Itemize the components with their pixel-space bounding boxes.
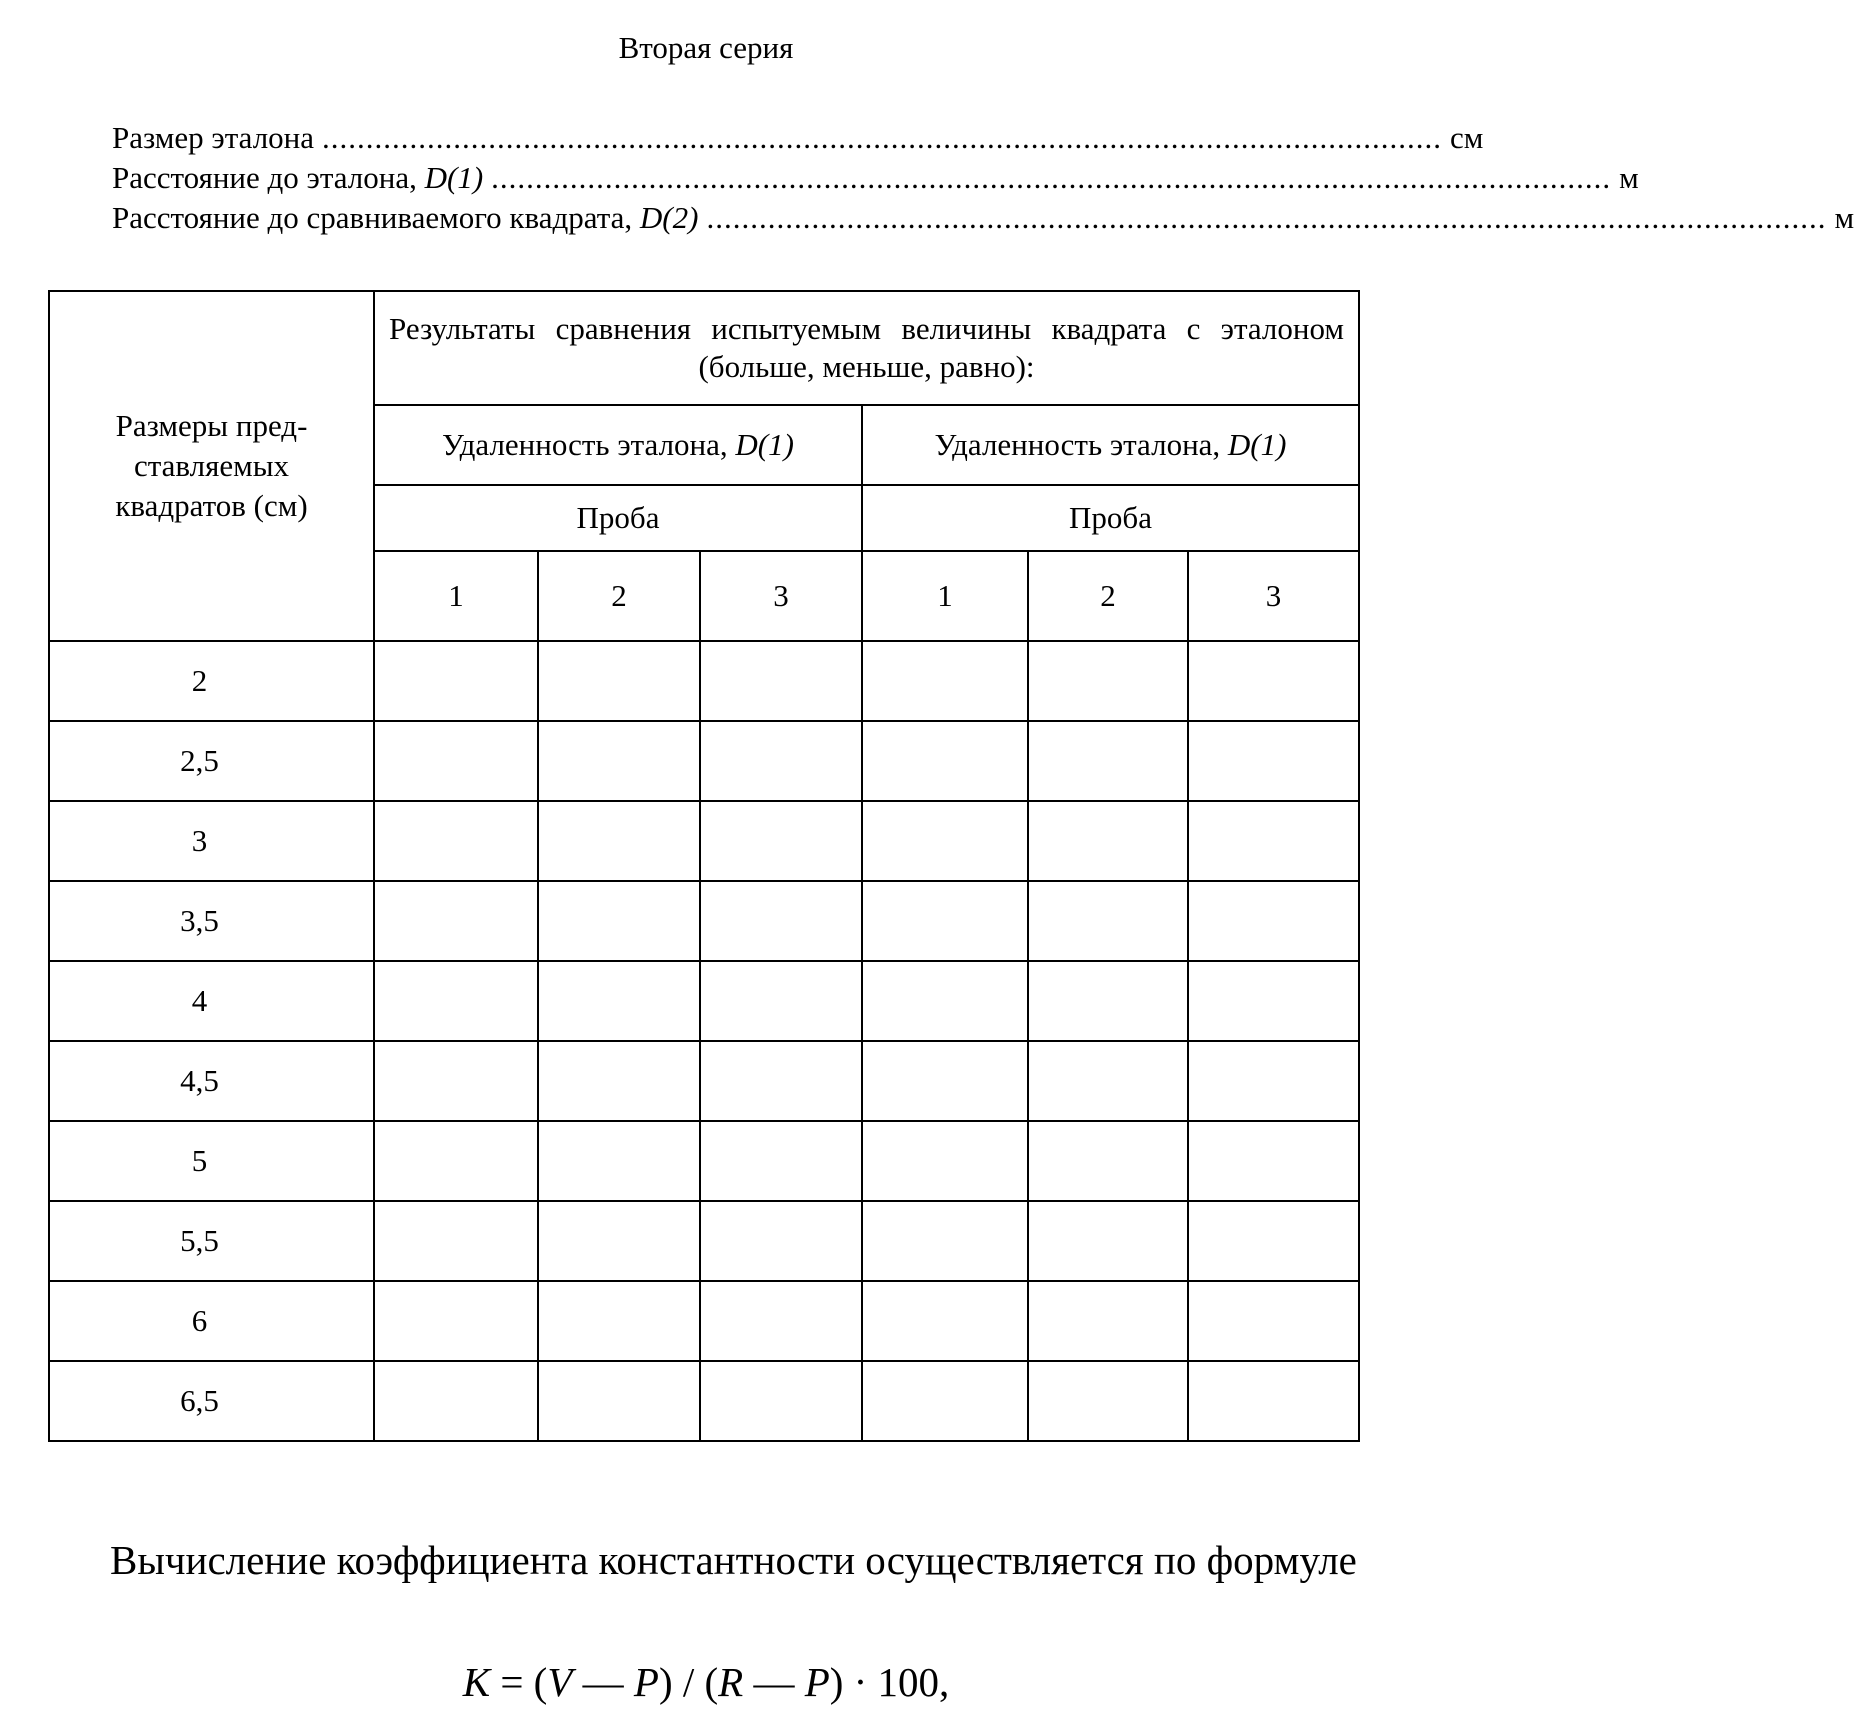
size-cell: 4,5 (49, 1041, 374, 1121)
table-row (49, 1281, 1359, 1361)
trial-header: 1 (374, 551, 538, 641)
sizes-column-header: Размеры пред- ставляемых квадратов (см) (49, 291, 374, 641)
answer-cell[interactable] (1188, 1281, 1359, 1361)
answer-cell[interactable] (374, 641, 538, 721)
answer-cell[interactable] (1188, 721, 1359, 801)
answer-cell[interactable] (862, 1041, 1028, 1121)
answer-cell[interactable] (862, 1201, 1028, 1281)
table-row (49, 1201, 1359, 1281)
size-cell: 3,5 (49, 881, 374, 961)
formula-intro-paragraph: Вычисление коэффициента константности осуществляется по формуле (110, 1537, 1357, 1583)
answer-cell[interactable] (374, 1201, 538, 1281)
answer-cell[interactable] (862, 1121, 1028, 1201)
answer-cell[interactable] (538, 1041, 700, 1121)
answer-cell[interactable] (700, 1361, 862, 1441)
answer-cell[interactable] (862, 1281, 1028, 1361)
answer-cell[interactable] (1188, 801, 1359, 881)
field-label: Расстояние до сравниваемого квадрата, D(2) (112, 200, 699, 235)
answer-cell[interactable] (700, 1121, 862, 1201)
answer-cell[interactable] (1188, 961, 1359, 1041)
proba-header-1: Проба (374, 485, 862, 551)
answer-cell[interactable] (1028, 881, 1188, 961)
answer-cell[interactable] (1188, 641, 1359, 721)
answer-cell[interactable] (374, 1041, 538, 1121)
answer-cell[interactable] (1188, 1041, 1359, 1121)
answer-cell[interactable] (538, 881, 700, 961)
answer-cell[interactable] (1188, 1361, 1359, 1441)
group-header-2: Удаленность эталона, D(1) (862, 405, 1359, 485)
answer-cell[interactable] (1028, 1121, 1188, 1201)
answer-cell[interactable] (374, 1121, 538, 1201)
field-unit: м (1834, 200, 1854, 235)
answer-cell[interactable] (700, 961, 862, 1041)
table-row (49, 721, 1359, 801)
size-cell: 6,5 (49, 1361, 374, 1441)
table-row (49, 641, 1359, 721)
table-row (49, 961, 1359, 1041)
answer-cell[interactable] (862, 721, 1028, 801)
table-row (49, 881, 1359, 961)
answer-cell[interactable] (700, 1281, 862, 1361)
answer-cell[interactable] (1028, 1361, 1188, 1441)
answer-cell[interactable] (1188, 881, 1359, 961)
answer-cell[interactable] (1028, 961, 1188, 1041)
table-row (49, 801, 1359, 881)
answer-cell[interactable] (700, 801, 862, 881)
answer-cell[interactable] (700, 881, 862, 961)
size-cell: 5,5 (49, 1201, 374, 1281)
results-header: Результаты сравнения испытуемым величины квадрата с эталоном (больше, меньше, равно): (374, 291, 1359, 405)
table-body (49, 641, 1359, 1441)
answer-cell[interactable] (374, 961, 538, 1041)
answer-cell[interactable] (374, 801, 538, 881)
fill-in-dots[interactable]: ................................................................................................................................ (491, 160, 1612, 195)
answer-cell[interactable] (862, 1361, 1028, 1441)
size-cell: 6 (49, 1281, 374, 1361)
table-row (49, 1121, 1359, 1201)
fill-in-dots[interactable]: ................................................................................................................................ (706, 200, 1827, 235)
size-cell: 4 (49, 961, 374, 1041)
size-cell: 3 (49, 801, 374, 881)
size-cell: 2,5 (49, 721, 374, 801)
trial-header: 2 (1028, 551, 1188, 641)
answer-cell[interactable] (1028, 801, 1188, 881)
answer-cell[interactable] (1028, 1041, 1188, 1121)
answer-cell[interactable] (862, 641, 1028, 721)
answer-cell[interactable] (1028, 721, 1188, 801)
table-row (49, 1041, 1359, 1121)
results-table (48, 290, 1360, 1442)
measurement-fields (112, 118, 1854, 238)
field-standard-size (112, 118, 1484, 158)
answer-cell[interactable] (538, 1281, 700, 1361)
answer-cell[interactable] (538, 721, 700, 801)
answer-cell[interactable] (700, 1201, 862, 1281)
answer-cell[interactable] (374, 1281, 538, 1361)
answer-cell[interactable] (862, 801, 1028, 881)
field-label: Расстояние до эталона, D(1) (112, 160, 484, 195)
group-header-1: Удаленность эталона, D(1) (374, 405, 862, 485)
answer-cell[interactable] (1028, 1281, 1188, 1361)
size-cell: 2 (49, 641, 374, 721)
constancy-formula: K = (V — P) / (R — P) · 100, (462, 1659, 950, 1705)
trial-header: 3 (700, 551, 862, 641)
trial-header: 1 (862, 551, 1028, 641)
answer-cell[interactable] (538, 1121, 700, 1201)
answer-cell[interactable] (538, 641, 700, 721)
answer-cell[interactable] (538, 801, 700, 881)
trial-header: 3 (1188, 551, 1359, 641)
field-distance-compared (112, 198, 1854, 238)
answer-cell[interactable] (1188, 1121, 1359, 1201)
answer-cell[interactable] (862, 961, 1028, 1041)
size-cell: 5 (49, 1121, 374, 1201)
table-row (49, 1361, 1359, 1441)
answer-cell[interactable] (538, 1361, 700, 1441)
answer-cell[interactable] (538, 961, 700, 1041)
answer-cell[interactable] (700, 1041, 862, 1121)
answer-cell[interactable] (1028, 1201, 1188, 1281)
answer-cell[interactable] (374, 1361, 538, 1441)
trial-header: 2 (538, 551, 700, 641)
field-unit: см (1450, 120, 1484, 155)
answer-cell[interactable] (862, 881, 1028, 961)
answer-cell[interactable] (374, 881, 538, 961)
answer-cell[interactable] (700, 721, 862, 801)
answer-cell[interactable] (1188, 1201, 1359, 1281)
answer-cell[interactable] (700, 641, 862, 721)
fill-in-dots[interactable]: ................................................................................................................................ (322, 120, 1443, 155)
answer-cell[interactable] (1028, 641, 1188, 721)
series-title: Вторая серия (618, 30, 794, 65)
answer-cell[interactable] (538, 1201, 700, 1281)
answer-cell[interactable] (374, 721, 538, 801)
field-label: Размер эталона (112, 120, 315, 155)
field-distance-standard (112, 158, 1639, 198)
proba-header-2: Проба (862, 485, 1359, 551)
field-unit: м (1619, 160, 1639, 195)
